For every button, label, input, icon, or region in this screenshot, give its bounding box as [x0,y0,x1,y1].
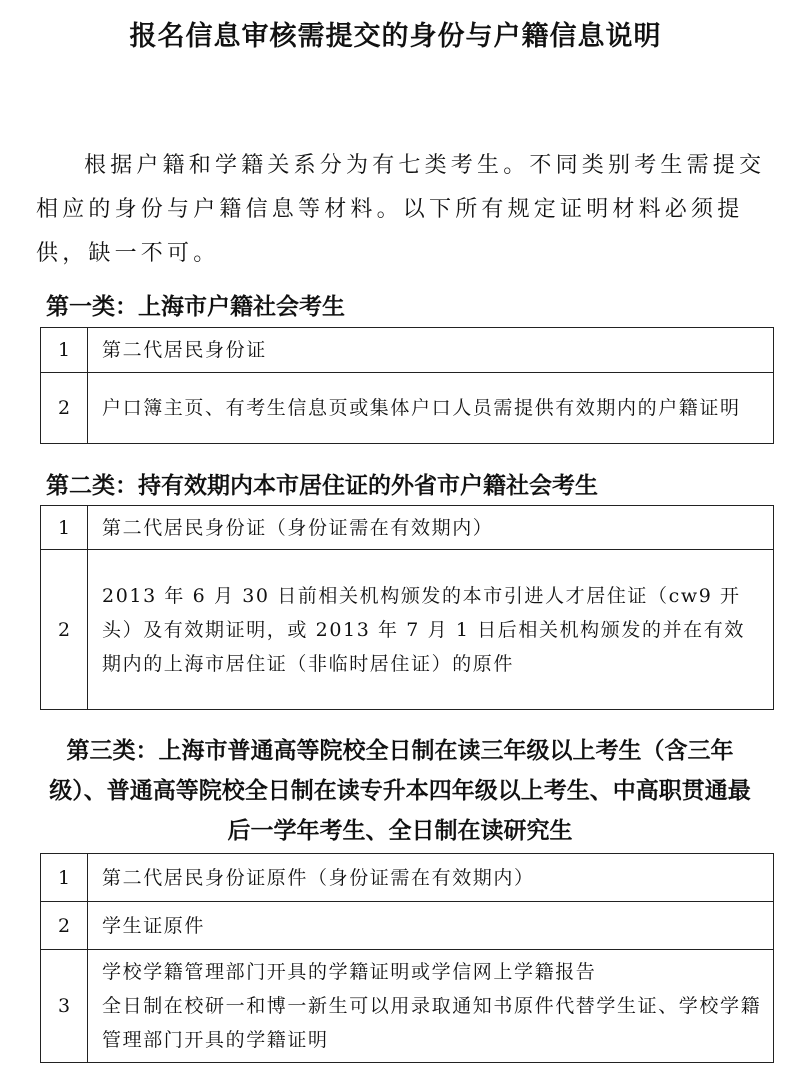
item-text: 第二代居民身份证（身份证需在有效期内） [88,506,774,550]
item-number: 3 [41,950,88,1063]
category-2-heading: 第二类：持有效期内本市居住证的外省市户籍社会考生 [46,473,598,499]
table-row [41,506,774,550]
page-title: 报名信息审核需提交的身份与户籍信息说明 [129,21,662,52]
category-2-table [40,505,774,710]
table-row [41,950,774,1063]
item-number: 1 [41,328,88,373]
item-number: 2 [41,902,88,950]
table-row [41,328,774,373]
item-text-note: 全日制在校研一和博一新生可以用录取通知书原件代替学生证、学校学籍管理部门开具的学籍证明 [102,995,762,1051]
table-row [41,373,774,444]
item-number: 2 [41,373,88,444]
item-text: 学生证原件 [88,902,774,950]
item-text [88,950,774,1063]
item-text: 户口簿主页、有考生信息页或集体户口人员需提供有效期内的户籍证明 [88,373,774,444]
item-number: 1 [41,854,88,902]
item-text-line: 学校学籍管理部门开具的学籍证明或学信网上学籍报告 [102,961,597,983]
table-row [41,854,774,902]
item-text: 第二代居民身份证 [88,328,774,373]
category-1-heading: 第一类：上海市户籍社会考生 [46,294,345,320]
category-1-table [40,327,774,444]
table-row [41,902,774,950]
item-text: 第二代居民身份证原件（身份证需在有效期内） [88,854,774,902]
category-3-table [40,853,774,1063]
table-row [41,550,774,710]
item-text: 2013 年 6 月 30 日前相关机构颁发的本市引进人才居住证（cw9 开头）及有效期证明，或 2013 年 7 月 1 日后相关机构颁发的并在有效期内的上海市居住证（非临时居住证）的原件 [88,550,774,710]
category-3-heading: 第三类：上海市普通高等院校全日制在读三年级以上考生（含三年级）、普通高等院校全日制在读专升本四年级以上考生、中高职贯通最后一学年考生、全日制在读研究生 [49,738,751,844]
item-number: 1 [41,506,88,550]
intro-paragraph: 根据户籍和学籍关系分为有七类考生。不同类别考生需提交相应的身份与户籍信息等材料。以下所有规定证明材料必须提供，缺一不可。 [36,153,766,266]
item-number: 2 [41,550,88,710]
